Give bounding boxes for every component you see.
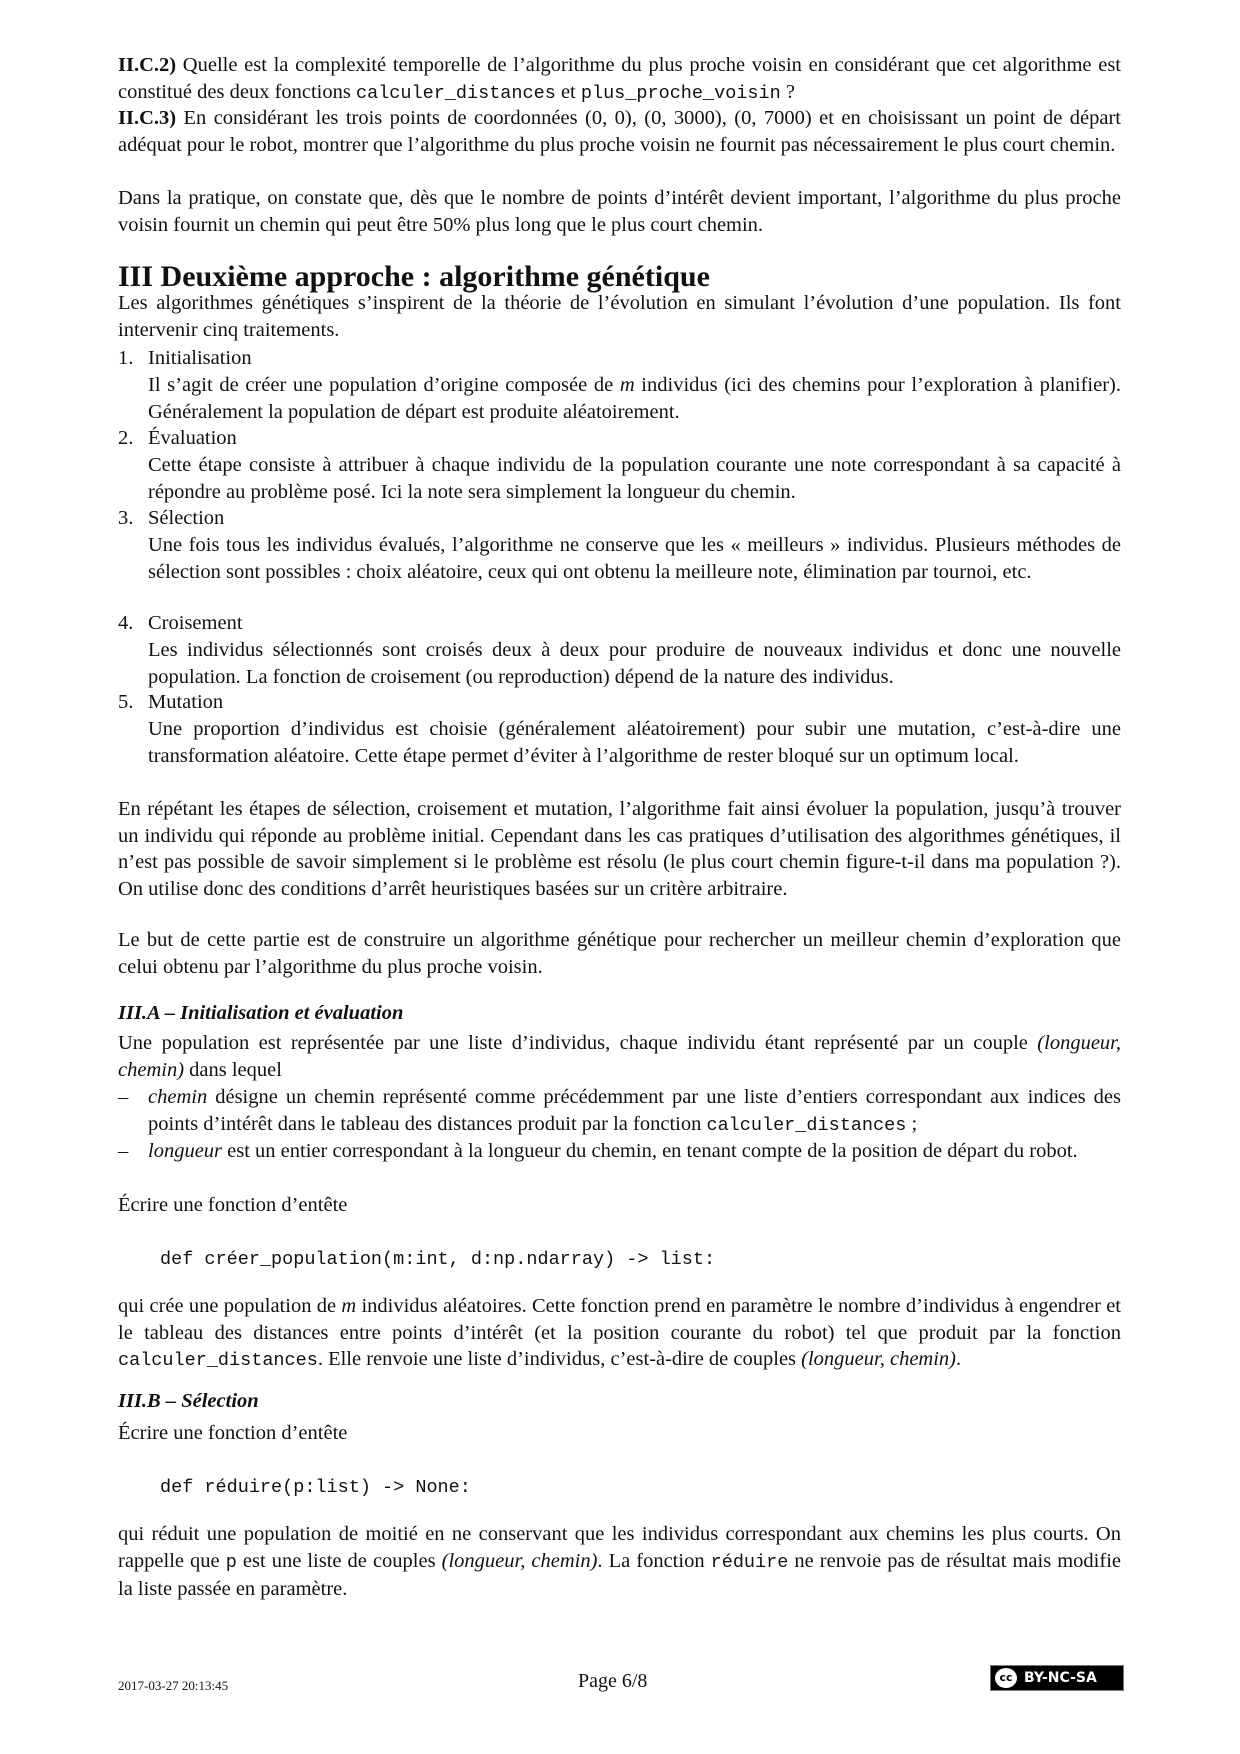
text-run: En répétant les étapes de sélection, croisement et mutation, l’algorithme fait ainsi évoluer la population, jusqu’à trouver un individu qui réponde au problème initial. Cependant dans les cas pratiques d’utilisation des algorithmes génétiques, il n’est pas possible de savoir simplement si le problème est résolu (le plus court chemin figure-t-il dans ma population ?). On utilise donc des conditions d’arrêt heuristiques basées sur un critère arbitraire. bbox=[118, 798, 1121, 900]
emphasis-text: m bbox=[341, 1295, 357, 1317]
paragraph-ecrire bbox=[118, 1192, 1121, 1219]
list-item-body bbox=[148, 716, 1121, 769]
text-run: est un entier correspondant à la longueur du chemin, en tenant compte de la position de départ du robot. bbox=[222, 1140, 1078, 1162]
license-text: BY-NC-SA bbox=[1024, 1669, 1097, 1686]
paragraph-repetant bbox=[118, 796, 1121, 902]
list-item-body bbox=[148, 637, 1121, 690]
text-run: ? bbox=[780, 80, 795, 103]
code-reduire: def réduire(p:list) -> None: bbox=[160, 1477, 471, 1498]
text-run: qui crée une population de bbox=[118, 1295, 342, 1317]
paragraph-but bbox=[118, 927, 1121, 980]
text-run: . bbox=[956, 1348, 962, 1371]
text-run: dans lequel bbox=[184, 1058, 282, 1081]
list-number: 2. bbox=[118, 427, 134, 449]
footer-page-number: Page 6/8 bbox=[578, 1670, 648, 1692]
text-run: En considérant les trois points de coordonnées (0, 0), (0, 3000), (0, 7000) et en choisissant un point de départ adéquat pour le robot, montrer que l’algorithme du plus proche voisin ne fournit pas nécessairement le plus court chemin. bbox=[118, 107, 1121, 156]
list-number: 1. bbox=[118, 347, 134, 369]
bullet-chemin bbox=[148, 1084, 1121, 1139]
text-run: Les individus sélectionnés sont croisés deux à deux pour produire de nouveaux individus et donc une nouvelle population. La fonction de croisement (ou reproduction) dépend de la nature des individus. bbox=[148, 639, 1121, 688]
text-run: individus (ici des chemins pour l’exploration à planifier). Généralement la population de départ est produite aléatoirement. bbox=[148, 374, 1121, 423]
question-iic3 bbox=[118, 105, 1121, 158]
list-item-body bbox=[148, 452, 1121, 505]
text-run: Cette étape consiste à attribuer à chaque individu de la population courante une note correspondant à sa capacité à répondre au problème posé. Ici la note sera simplement la longueur du chemin. bbox=[148, 454, 1121, 503]
emphasis-text: chemin bbox=[148, 1086, 208, 1108]
text-run: Quelle est la complexité temporelle de l’algorithme du plus proche voisin en considérant que cet algorithme est constitué des deux fonctions bbox=[118, 54, 1121, 103]
text-run: . Elle renvoie une liste d’individus, c’est-à-dire de couples bbox=[317, 1348, 802, 1371]
question-iic2 bbox=[118, 52, 1121, 107]
emphasis-text: (longueur, chemin) bbox=[801, 1348, 957, 1371]
dash-bullet: – bbox=[118, 1086, 129, 1108]
paragraph-intro bbox=[118, 290, 1121, 343]
dash-bullet: – bbox=[118, 1140, 129, 1162]
text-run: Les algorithmes génétiques s’inspirent de la théorie de l’évolution en simulant l’évolution d’une population. Ils font intervenir cinq traitements. bbox=[118, 292, 1121, 341]
text-run: Une fois tous les individus évalués, l’algorithme ne conserve que les « meilleurs » individus. Plusieurs méthodes de sélection sont possibles : choix aléatoire, ceux qui ont obtenu la meilleure note, élimination par tournoi, etc. bbox=[148, 534, 1121, 583]
text-run: individus aléatoires. Cette fonction prend en paramètre le nombre d’individus à engendrer et le tableau des distances entre points d’intérêt (et la position courante du robot) tel que produit par la fonction bbox=[118, 1295, 1121, 1344]
list-number: 4. bbox=[118, 612, 134, 634]
emphasis-text: longueur bbox=[148, 1140, 223, 1162]
footer-timestamp: 2017-03-27 20:13:45 bbox=[118, 1678, 229, 1693]
inline-code: calculer_distances bbox=[118, 1350, 318, 1372]
list-item-body bbox=[148, 372, 1121, 425]
emphasis-text: II.C.3) bbox=[118, 107, 177, 129]
text-run: Le but de cette partie est de construire un algorithme génétique pour rechercher un meilleur chemin d’exploration que celui obtenu par l’algorithme du plus proche voisin. bbox=[118, 929, 1121, 978]
text-run: . La fonction bbox=[597, 1549, 711, 1572]
section-title: III Deuxième approche : algorithme génétique bbox=[118, 260, 710, 293]
paragraph-pratique bbox=[118, 185, 1121, 238]
paragraph-creer-desc bbox=[118, 1293, 1121, 1375]
paragraph-reduire-desc bbox=[118, 1521, 1121, 1603]
list-item-title: Sélection bbox=[148, 507, 225, 529]
paragraph-ecrire bbox=[118, 1420, 1121, 1447]
text-run: Il s’agit de créer une population d’origine composée de bbox=[148, 374, 620, 396]
emphasis-text: II.C.2) bbox=[118, 54, 177, 76]
paragraph-population bbox=[118, 1030, 1121, 1083]
license-badge bbox=[990, 1665, 1124, 1691]
cc-icon: cc bbox=[994, 1667, 1018, 1689]
list-item-title: Initialisation bbox=[148, 347, 252, 369]
text-run: est une liste de couples bbox=[236, 1549, 442, 1572]
inline-code: calculer_distances bbox=[355, 82, 556, 104]
list-number: 5. bbox=[118, 691, 134, 713]
list-item-body bbox=[148, 532, 1121, 585]
subsection-iii-a bbox=[118, 1000, 1121, 1027]
inline-code: p bbox=[225, 1551, 237, 1573]
text-run: Écrire une fonction d’entête bbox=[118, 1422, 348, 1444]
emphasis-text: III.B – Sélection bbox=[118, 1390, 259, 1412]
text-run: ; bbox=[906, 1112, 918, 1135]
text-run: ne renvoie pas de résultat mais modifie la liste passée en paramètre. bbox=[118, 1549, 1121, 1601]
text-run: désigne un chemin représenté comme précédemment par une liste d’entiers correspondant aux indices des points d’intérêt dans le tableau des distances produit par la fonction bbox=[148, 1086, 1121, 1135]
text-run: Une population est représentée par une liste d’individus, chaque individu étant représenté par un couple bbox=[118, 1032, 1038, 1054]
list-item-title: Évaluation bbox=[148, 427, 237, 449]
subsection-iii-b bbox=[118, 1388, 1121, 1415]
text-run: Une proportion d’individus est choisie (généralement aléatoirement) pour subir une mutation, c’est-à-dire une transformation aléatoire. Cette étape permet d’éviter à l’algorithme de rester bloqué sur un optimum local. bbox=[148, 718, 1121, 767]
code-creer-population: def créer_population(m:int, d:np.ndarray) -> list: bbox=[160, 1249, 716, 1270]
text-run: qui réduit une population de moitié en ne conservant que les individus correspondant aux chemins les plus courts. On rappelle que bbox=[118, 1523, 1121, 1572]
inline-code: calculer_distances bbox=[706, 1114, 907, 1136]
text-run: Dans la pratique, on constate que, dès que le nombre de points d’intérêt devient important, l’algorithme du plus proche voisin fournit un chemin qui peut être 50% plus long que le plus court chemin. bbox=[118, 187, 1121, 236]
emphasis-text: (longueur, chemin) bbox=[118, 1032, 1121, 1081]
list-number: 3. bbox=[118, 507, 134, 529]
list-item-title: Croisement bbox=[148, 612, 243, 634]
inline-code: réduire bbox=[710, 1551, 789, 1573]
emphasis-text: m bbox=[619, 374, 635, 396]
list-item-title: Mutation bbox=[148, 691, 224, 713]
bullet-longueur bbox=[148, 1138, 1121, 1165]
text-run: Écrire une fonction d’entête bbox=[118, 1194, 348, 1216]
emphasis-text: (longueur, chemin) bbox=[441, 1549, 598, 1572]
emphasis-text: III.A – Initialisation et évaluation bbox=[118, 1002, 404, 1024]
text-run: et bbox=[555, 80, 581, 103]
inline-code: plus_proche_voisin bbox=[580, 82, 781, 104]
